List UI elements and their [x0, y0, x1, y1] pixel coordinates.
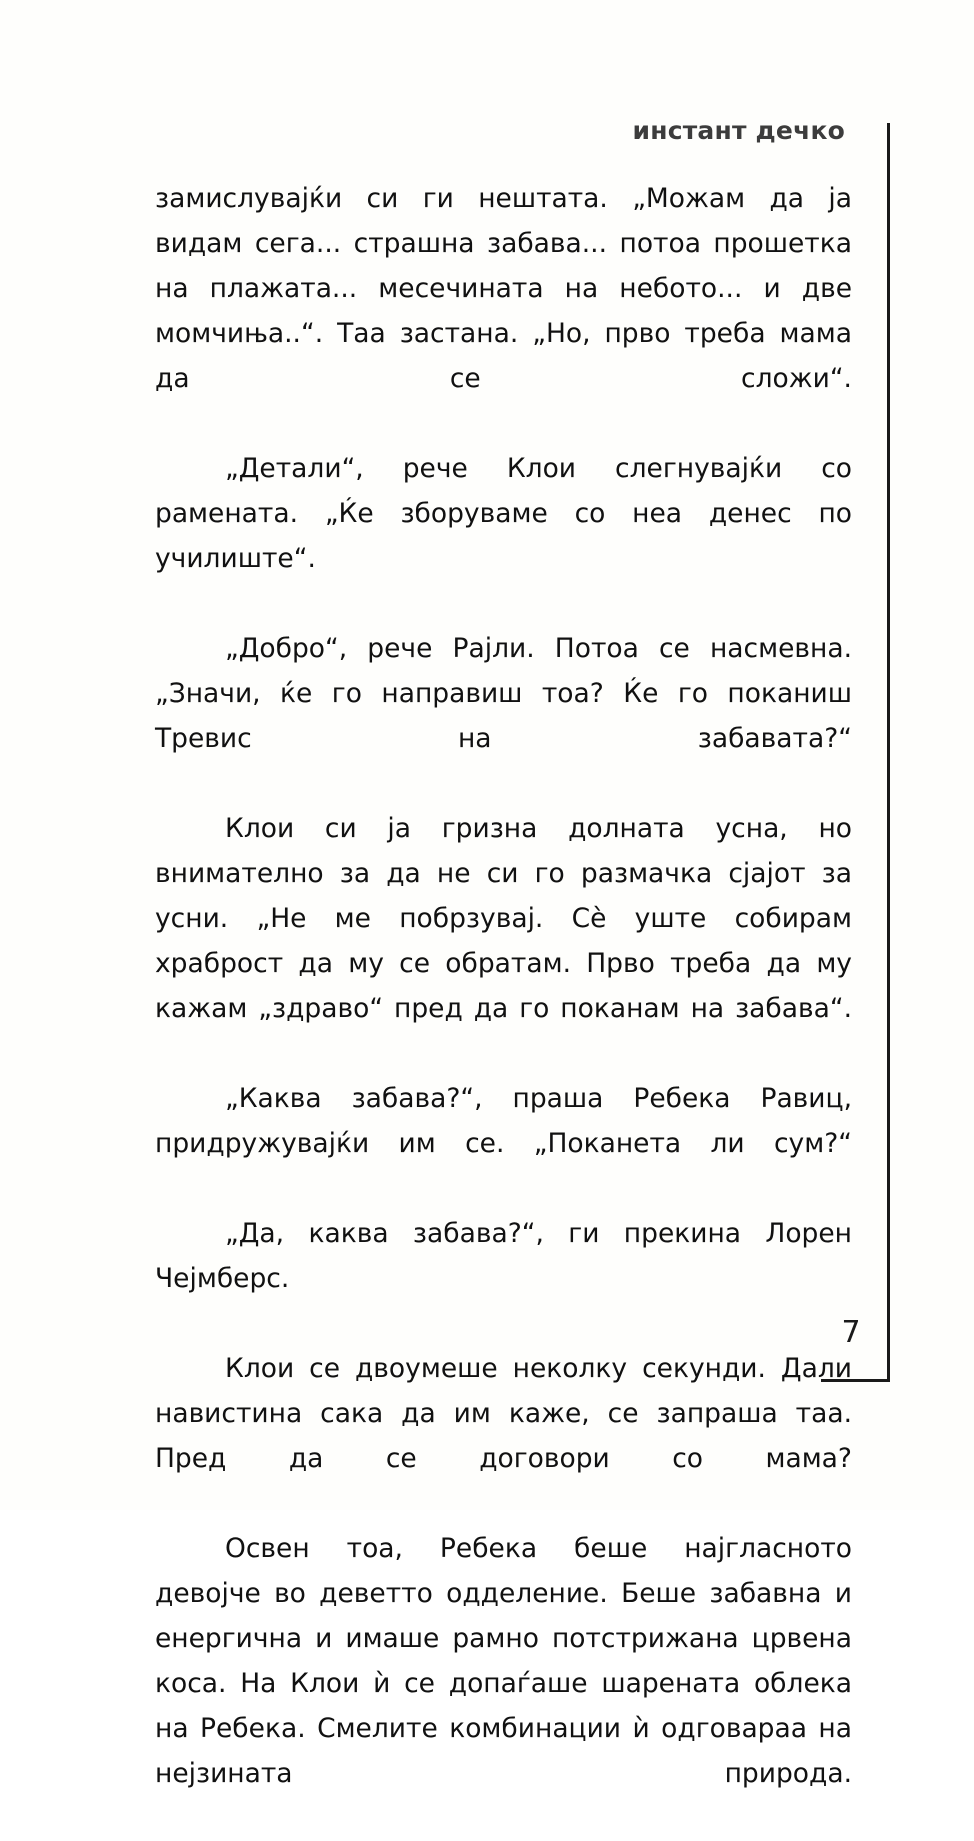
paragraph: Освен тоа, Ребека беше најгласното девојче во деветто одделение. Беше забавна и енергична и имаше рамно потстрижана црвена коса. На Клои ѝ се допаѓаше шарената облека на Ребека. Смелите комбинации ѝ одговараа на нејзината природа. [155, 1533, 852, 1789]
paragraph: „Добро“, рече Рајли. Потоа се насмевна. „Значи, ќе го направиш тоа? Ќе го поканиш Тревис на забавата?“ [155, 633, 852, 754]
paragraph: Клои се двоумеше неколку секунди. Дали навистина сака да им каже, се запраша таа. Пред да се договори со мама? [155, 1353, 852, 1474]
page-border-vertical-rule [887, 123, 890, 1382]
paragraph: „Каква забава?“, праша Ребека Равиц, придружувајќи им се. „Поканета ли сум?“ [155, 1083, 852, 1159]
paragraph: „Детали“, рече Клои слегнувајќи со рамената. „Ќе зборуваме со неа денес по училиште“. [155, 453, 852, 574]
page-number: 7 [841, 1315, 861, 1350]
paragraph: замислувајќи си ги нештата. „Можам да ја видам сега... страшна забава... потоа прошетка на плажата... месечината на небото... и две момчиња..“. Таа застана. „Но, прво треба мама да се сложи“. [155, 183, 852, 394]
running-head: инстант дечко [632, 116, 845, 145]
body-text-block [155, 176, 852, 1841]
paragraph: Клои си ја гризна долната усна, но внимателно за да не си го размачка сјајот за усни. „Не ме побрзувај. Сè уште собирам храброст да му се обратам. Прво треба да му кажам „здраво“ пред да го поканам на забава“. [155, 813, 852, 1024]
paragraph: „Да, каква забава?“, ги прекина Лорен Чејмберс. [155, 1218, 852, 1294]
